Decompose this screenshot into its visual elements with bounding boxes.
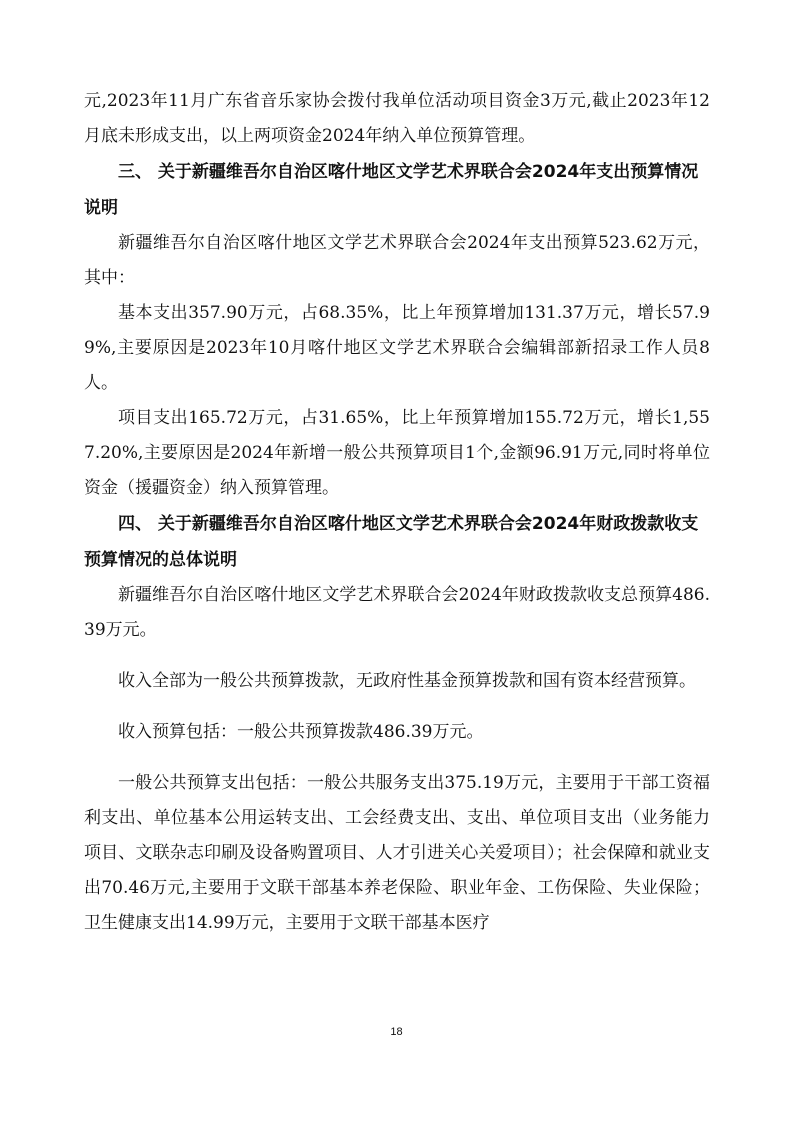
paragraph-fiscal-total: 新疆维吾尔自治区喀什地区文学艺术界联合会2024年财政拨款收支总预算486.39万元。 xyxy=(84,585,710,640)
paragraph-income-composition: 收入全部为一般公共预算拨款，无政府性基金预算拨款和国有资本经营预算。 xyxy=(118,671,696,691)
paragraph-income-budget: 收入预算包括：一般公共预算拨款486.39万元。 xyxy=(118,722,484,742)
section-heading-fiscal-allocation: 四、 关于新疆维吾尔自治区喀什地区文学艺术界联合会2024年财政拨款收支预算情况的总体说明 xyxy=(84,514,699,570)
paragraph-total-expenditure: 新疆维吾尔自治区喀什地区文学艺术界联合会2024年支出预算523.62万元，其中： xyxy=(84,233,710,288)
section-heading-expenditure-budget: 三、 关于新疆维吾尔自治区喀什地区文学艺术界联合会2024年支出预算情况说明 xyxy=(84,162,699,218)
paragraph-project-expenditure: 项目支出165.72万元，占31.65%，比上年预算增加155.72万元，增长1,557.20%,主要原因是2024年新增一般公共预算项目1个,金额96.91万元,同时将单位资金（援疆资金）纳入预算管理。 xyxy=(84,408,710,498)
paragraph-basic-expenditure: 基本支出357.90万元，占68.35%，比上年预算增加131.37万元，增长57.99%,主要原因是2023年10月喀什地区文学艺术界联合会编辑部新招录工作人员8人。 xyxy=(84,303,710,393)
paragraph-general-public-expenditure: 一般公共预算支出包括：一般公共服务支出375.19万元，主要用于干部工资福利支出、单位基本公用运转支出、工会经费支出、支出、单位项目支出（业务能力项目、文联杂志印刷及设备购置项目、人才引进关心关爱项目）；社会保障和就业支出70.46万元,主要用于文联干部基本养老保险、职业年金、工伤保险、失业保险；卫生健康支出14.99万元，主要用于文联干部基本医疗 xyxy=(84,773,710,933)
document-body xyxy=(84,84,710,941)
page-number: 18 xyxy=(390,1026,403,1038)
paragraph-funding-carryover: 元,2023年11月广东省音乐家协会拨付我单位活动项目资金3万元,截止2023年12月底未形成支出，以上两项资金2024年纳入单位预算管理。 xyxy=(84,91,710,146)
